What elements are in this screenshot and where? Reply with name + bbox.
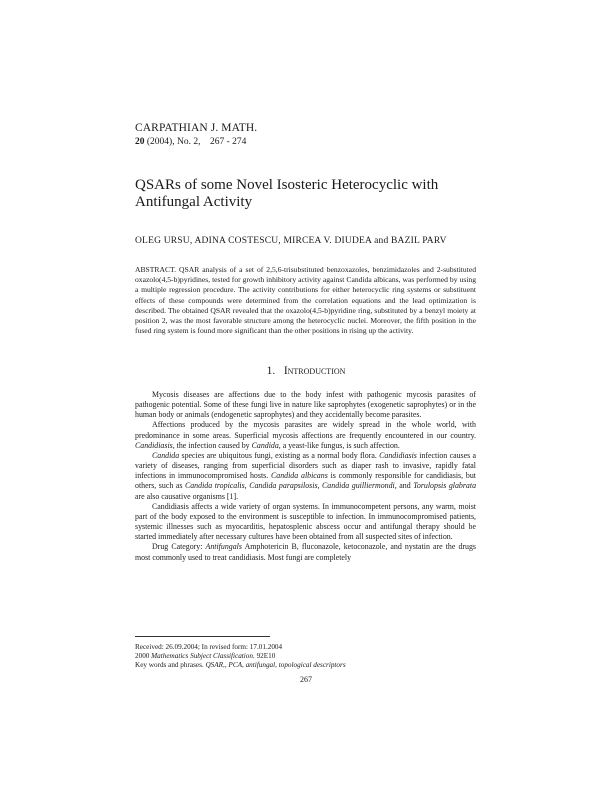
paragraph <box>135 542 476 562</box>
abstract: ABSTRACT. QSAR analysis of a set of 2,5,6-trisubstituted benzoxazoles, benzimidazoles and 2-substituted oxazolo(4,5-b)pyridines, tested for growth inhibitory activity against Candida albicans, was performed by using a multiple regression procedure. The activity contributions for either heterocyclic ring systems or substituent effects of these compounds were determined from the correlation equations and the lead optimization is described. The obtained QSAR revealed that the oxazolo(4,5-b)pyridine ring, substituted by a benzyl moiety at position 2, was the most favorable structure among the heterocyclic nuclei. Moreover, the fifth position in the fused ring system is found more significant than the other positions in rising up the activity. <box>135 265 476 336</box>
paper-title: QSARs of some Novel Isosteric Heterocyclic with Antifungal Activity <box>135 177 439 210</box>
volume-number: 20 <box>135 137 145 147</box>
paragraph <box>135 451 476 502</box>
text-run: Drug Category: <box>152 542 206 552</box>
text-run: Affections produced by the mycosis parasites are widely spread in the whole world, with predominance in some areas. Superficial mycosis affections are frequently encountered in our country. <box>135 420 476 440</box>
msc-code: 92E10 <box>254 652 276 661</box>
italic-term: Torulopsis glabrata <box>413 481 477 491</box>
text-run: and <box>396 481 414 491</box>
footnotes <box>135 643 476 671</box>
italic-term: Candida tropicalis, Candida parapsilosis, Candida guilliermondi, <box>184 481 397 491</box>
author-list: OLEG URSU, ADINA COSTESCU, MIRCEA V. DIUDEA and BAZIL PARV <box>135 236 447 246</box>
footnote-divider <box>135 636 270 637</box>
received-dates: Received: 26.09.2004; In revised form: 17.01.2004 <box>135 643 283 651</box>
msc-label: Mathematics Subject Classification. <box>151 652 255 661</box>
keywords-label: Key words and phrases. <box>135 661 206 670</box>
italic-term: Candida albicans <box>271 471 328 481</box>
section-title: Introduction <box>283 365 346 377</box>
italic-term: Candida <box>251 440 279 450</box>
text-run: is commonly responsible for candidiasis, but others, such as <box>135 471 476 491</box>
volume-info <box>135 137 246 147</box>
italic-term: Candidiasis <box>135 440 173 450</box>
text-run: species are ubiquitous fungi, existing as a normal body flora. <box>179 450 380 460</box>
year-issue: (2004), No. 2, <box>144 137 201 147</box>
journal-name: CARPATHIAN J. MATH. <box>135 122 258 134</box>
section-number: 1. <box>266 365 276 377</box>
section-heading <box>0 365 612 377</box>
keywords: QSAR,, PCA, antifungal, topological descriptors <box>205 661 346 670</box>
page-number: 267 <box>300 675 312 684</box>
paragraph: Mycosis diseases are affections due to the body infest with pathogenic mycosis parasites of pathogenic potential. Some of these fungi live in nature like saprophytes (exogenetic saprophytes) or in the human body or animals (endogenetic saprophytes) and they accidentally become parasites. <box>135 390 476 420</box>
keywords-line <box>135 661 476 670</box>
paragraph: Candidiasis affects a wide variety of organ systems. In immunocompetent persons, any warm, moist part of the body exposed to the environment is susceptible to infection. In immunocompromised patients, systemic illnesses such as myocarditis, hepatosplenic abscess occur and antifungal therapy should be started immediately after necessary cultures have been obtained from all suspected sites of infection. <box>135 501 476 542</box>
text-run: , a yeast-like fungus, is such affection. <box>278 440 400 450</box>
text-run: , the infection caused by <box>172 440 252 450</box>
paragraph <box>135 420 476 450</box>
msc-year: 2000 <box>135 652 152 661</box>
italic-term: Candida <box>152 450 180 460</box>
page-range: 267 - 274 <box>209 137 247 147</box>
text-run: Amphotericin B, fluconazole, ketoconazole, and nystatin are the drugs most commonly used to treat candidiasis. Most fungi are completely <box>135 542 476 562</box>
italic-term: Antifungals <box>205 542 242 552</box>
text-run: infection causes a variety of diseases, ranging from superficial disorders such as diaper rash to invasive, rapidly fatal infections in immunocompromised hosts. <box>135 450 476 481</box>
text-run: are also causative organisms [1]. <box>135 491 239 501</box>
italic-term: Candidiasis <box>379 450 417 460</box>
body-text <box>135 390 476 563</box>
msc-classification <box>135 652 476 661</box>
